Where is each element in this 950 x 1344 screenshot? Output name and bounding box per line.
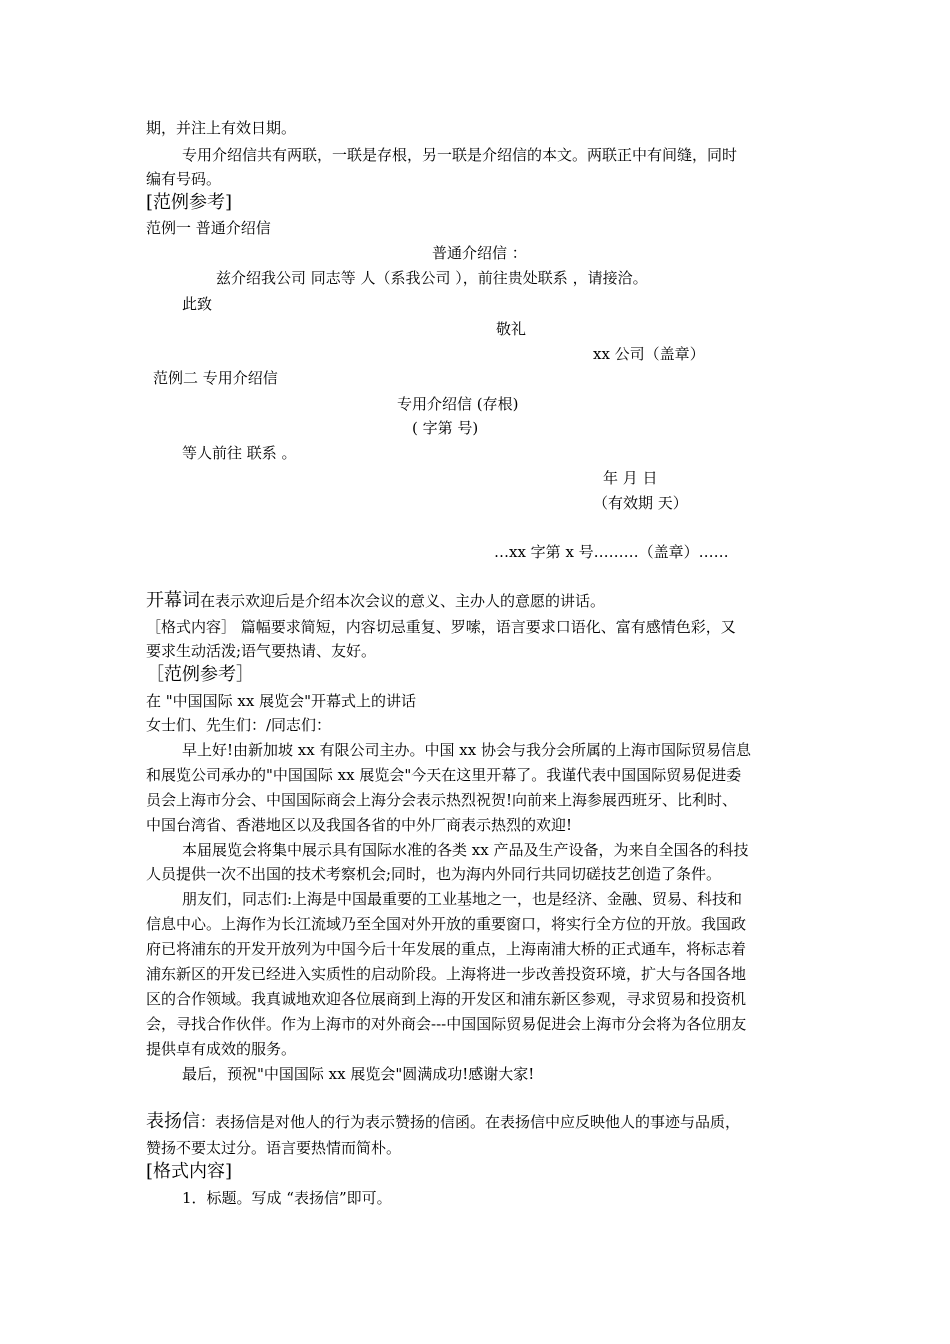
letter-body: 等人前往 联系 。: [182, 444, 297, 462]
paragraph-line: 中国台湾省、香港地区以及我国各省的中外厂商表示热烈的欢迎!: [146, 816, 573, 834]
paragraph-line: 朋友们，同志们:上海是中国最重要的工业基地之一，也是经济、金融、贸易、科技和: [182, 890, 743, 908]
term-definition: 在表示欢迎后是介绍本次会议的意义、主办人的意愿的讲话。: [200, 592, 606, 610]
letter-salute: 敬礼: [496, 320, 527, 338]
paragraph-line: ［格式内容］ 篇幅要求简短，内容切忌重复、罗嗦，语言要求口语化、富有感情色彩，又: [146, 618, 736, 636]
term-definition: ：表扬信是对他人的行为表示赞扬的信函。在表扬信中应反映他人的事迹与品质，: [200, 1113, 741, 1131]
letter-signature: xx 公司（盖章）: [593, 345, 705, 363]
definition-line: [146, 1110, 814, 1134]
paragraph-line: 赞扬不要太过分。语言要热情而简朴。: [146, 1139, 402, 1157]
paragraph-line: 提供卓有成效的服务。: [146, 1040, 297, 1058]
paragraph-line: 信息中心。上海作为长江流域乃至全国对外开放的重要窗口，将实行全方位的开放。我国政: [146, 915, 747, 933]
paragraph-line: 专用介绍信共有两联，一联是存根，另一联是介绍信的本文。两联正中有间缝，同时: [182, 146, 738, 164]
paragraph-line: 区的合作领域。我真诚地欢迎各位展商到上海的开发区和浦东新区参观，寻求贸易和投资机: [146, 990, 747, 1008]
paragraph-line: 和展览公司承办的"中国国际 xx 展览会"今天在这里开幕了。我谨代表中国国际贸易促进委: [146, 766, 742, 784]
letter-title: 专用介绍信 (存根): [397, 395, 519, 413]
text-line: 期，并注上有效日期。: [146, 119, 297, 137]
term-heading: 开幕词: [146, 590, 200, 611]
paragraph-line: 编有号码。: [146, 170, 222, 188]
letter-title: 普通介绍信 ：: [432, 244, 527, 262]
term-heading: 表扬信: [146, 1111, 200, 1132]
example-label: 范例一 普通介绍信: [146, 219, 271, 237]
example-label: 范例二 专用介绍信: [153, 369, 278, 387]
speech-salutation: 女士们、先生们：/同志们：: [146, 716, 332, 734]
paragraph-line: 浦东新区的开发已经进入实质性的启动阶段。上海将进一步改善投资环境，扩大与各国各地: [146, 965, 747, 983]
letter-stub-line: …xx 字第 x 号………（盖章）……: [494, 543, 729, 561]
letter-validity: （有效期 天）: [593, 494, 688, 512]
speech-title: 在 "中国国际 xx 展览会"开幕式上的讲话: [146, 692, 417, 710]
paragraph-line: 府已将浦东的开发开放列为中国今后十年发展的重点，上海南浦大桥的正式通车，将标志着: [146, 940, 747, 958]
paragraph-line: 人员提供一次不出国的技术考察机会;同时，也为海内外同行共同切磋技艺创造了条件。: [146, 865, 722, 883]
section-heading: [格式内容]: [146, 1161, 233, 1182]
letter-number: ( 字第 号): [412, 419, 479, 437]
list-item: 1．标题。写成 “表扬信”即可。: [182, 1189, 392, 1207]
paragraph-line: 要求生动活泼;语气要热请、友好。: [146, 642, 377, 660]
section-heading: ［范例参考］: [146, 664, 254, 685]
paragraph-line: 早上好!由新加坡 xx 有限公司主办。中国 xx 协会与我分会所属的上海市国际贸易信息: [182, 741, 751, 759]
paragraph-line: 会，寻找合作伙伴。作为上海市的对外商会---中国国际贸易促进会上海市分会将为各位朋友: [146, 1015, 747, 1033]
letter-closing: 此致: [182, 295, 213, 313]
section-heading: [范例参考]: [146, 192, 233, 213]
paragraph-line: 员会上海市分会、中国国际商会上海分会表示热烈祝贺!向前来上海参展西班牙、比利时、: [146, 791, 738, 809]
letter-body: 兹介绍我公司 同志等 人（系我公司 ），前往贵处联系 ，请接洽。: [216, 269, 648, 287]
paragraph-line: 最后，预祝"中国国际 xx 展览会"圆满成功!感谢大家!: [182, 1065, 535, 1083]
definition-line: [146, 589, 814, 613]
paragraph-line: 本届展览会将集中展示具有国际水准的各类 xx 产品及生产设备，为来自全国各的科技: [182, 841, 749, 859]
letter-date: 年 月 日: [603, 469, 658, 487]
